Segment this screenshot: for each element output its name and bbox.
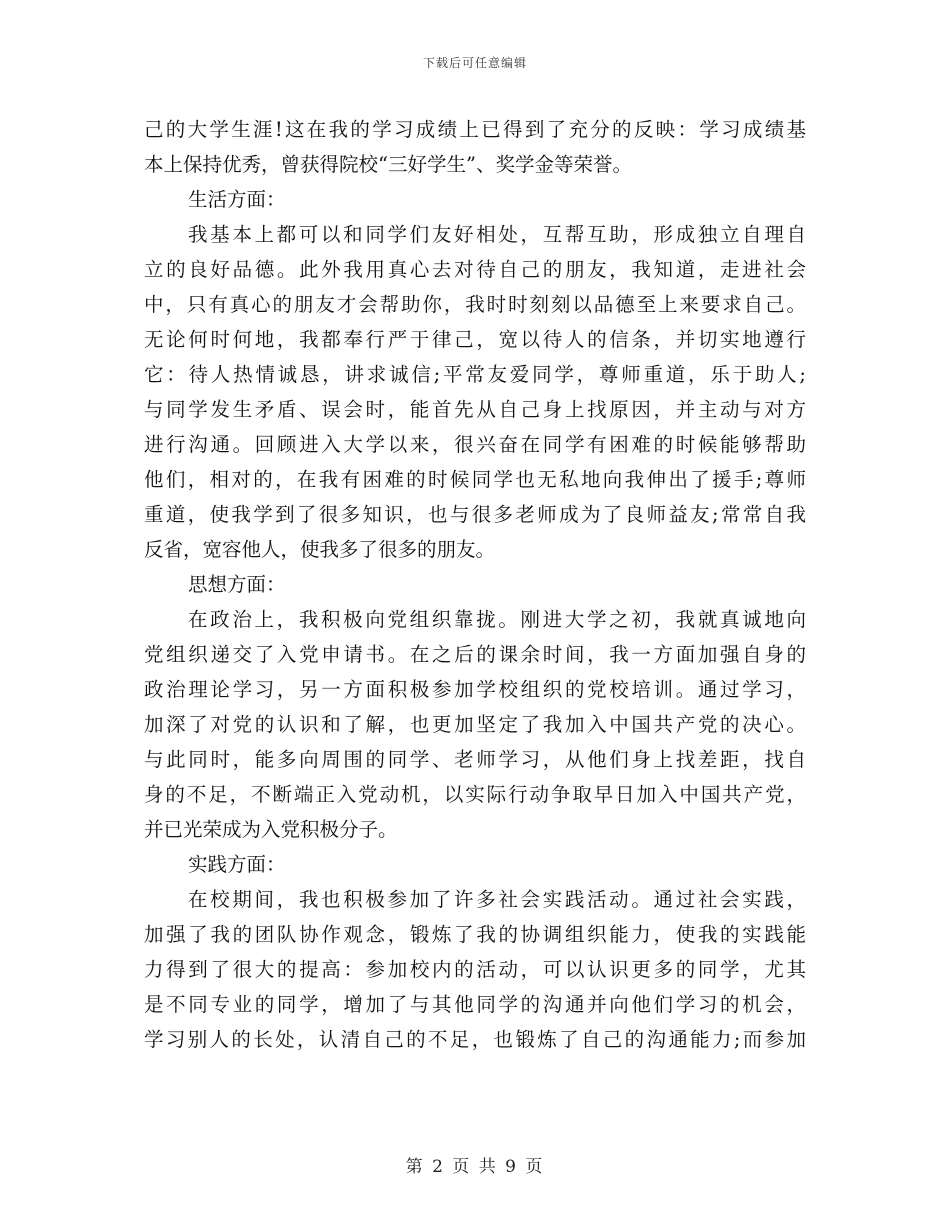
section-heading: 思想方面： bbox=[188, 573, 286, 596]
text-line: 与此同时，能多向周围的同学、老师学习，从他们身上找差距，找自 bbox=[144, 748, 806, 771]
document-body bbox=[144, 112, 806, 1057]
section-heading: 生活方面： bbox=[188, 188, 286, 211]
text-line: 政治理论学习，另一方面积极参加学校组织的党校培训。通过学习， bbox=[144, 678, 806, 701]
text-line: 中，只有真心的朋友才会帮助你，我时时刻刻以品德至上来要求自己。 bbox=[144, 293, 806, 316]
text-line: 反省，宽容他人，使我多了很多的朋友。 bbox=[144, 538, 496, 561]
text-line: 并已光荣成为入党积极分子。 bbox=[144, 818, 398, 841]
text-line: 是不同专业的同学，增加了与其他同学的沟通并向他们学习的机会， bbox=[144, 993, 806, 1016]
text-line: 立的良好品德。此外我用真心去对待自己的朋友，我知道，走进社会 bbox=[144, 258, 806, 281]
text-line: 身的不足，不断端正入党动机，以实际行动争取早日加入中国共产党， bbox=[144, 783, 806, 806]
text-line: 在政治上，我积极向党组织靠拢。刚进大学之初，我就真诚地向 bbox=[188, 608, 806, 631]
text-line: 加强了我的团队协作观念，锻炼了我的协调组织能力，使我的实践能 bbox=[144, 923, 806, 946]
text-line: 学习别人的长处，认清自己的不足，也锻炼了自己的沟通能力;而参加 bbox=[144, 1028, 806, 1051]
text-line: 无论何时何地，我都奉行严于律己，宽以待人的信条，并切实地遵行 bbox=[144, 328, 806, 351]
text-line: 党组织递交了入党申请书。在之后的课余时间，我一方面加强自身的 bbox=[144, 643, 806, 666]
page-header: 下载后可任意编辑 bbox=[422, 56, 527, 70]
text-line: 力得到了很大的提高：参加校内的活动，可以认识更多的同学，尤其 bbox=[144, 958, 806, 981]
text-line: 我基本上都可以和同学们友好相处，互帮互助，形成独立自理自 bbox=[188, 223, 806, 246]
page-footer: 第 2 页 共 9 页 bbox=[405, 1157, 545, 1177]
text-line: 本上保持优秀，曾获得院校“三好学生”、奖学金等荣誉。 bbox=[144, 153, 632, 176]
text-line: 在校期间，我也积极参加了许多社会实践活动。通过社会实践， bbox=[188, 888, 806, 911]
text-line: 加深了对党的认识和了解，也更加坚定了我加入中国共产党的决心。 bbox=[144, 713, 806, 736]
section-heading: 实践方面： bbox=[188, 853, 286, 876]
text-line: 己的大学生涯!这在我的学习成绩上已得到了充分的反映：学习成绩基 bbox=[144, 118, 806, 141]
text-line: 进行沟通。回顾进入大学以来，很兴奋在同学有困难的时候能够帮助 bbox=[144, 433, 806, 456]
text-line: 它：待人热情诚恳，讲求诚信;平常友爱同学，尊师重道，乐于助人; bbox=[144, 363, 806, 386]
text-line: 与同学发生矛盾、误会时，能首先从自己身上找原因，并主动与对方 bbox=[144, 398, 806, 421]
text-line: 他们，相对的，在我有困难的时候同学也无私地向我伸出了援手;尊师 bbox=[144, 468, 806, 491]
text-line: 重道，使我学到了很多知识，也与很多老师成为了良师益友;常常自我 bbox=[144, 503, 806, 526]
